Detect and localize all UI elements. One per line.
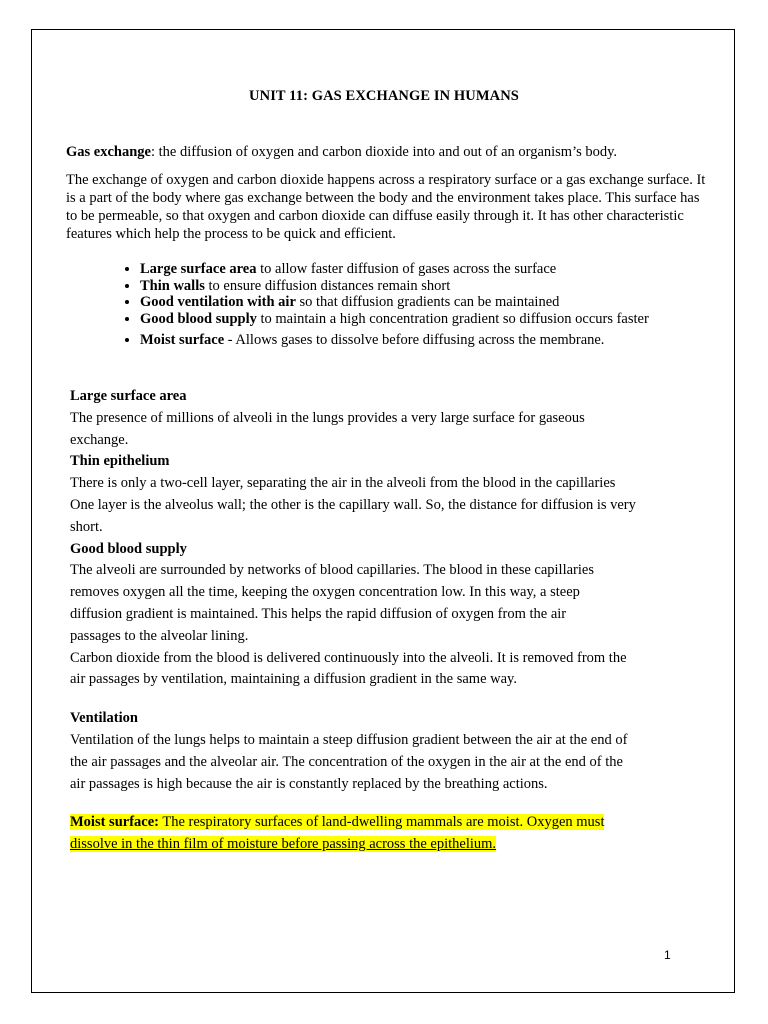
list-item-text: to allow faster diffusion of gases across the surface: [256, 261, 557, 277]
section-heading-large-surface: Large surface area: [70, 388, 187, 404]
definition-paragraph: [66, 143, 706, 161]
text-line: passages to the alveolar lining.: [70, 627, 249, 644]
section-heading-ventilation: Ventilation: [70, 710, 138, 727]
list-item-text: - Allows gases to dissolve before diffusing across the membrane.: [224, 332, 605, 348]
list-item-text: to ensure diffusion distances remain short: [204, 277, 451, 294]
text-line: diffusion gradient is maintained. This helps the rapid diffusion of oxygen from the air: [70, 605, 567, 622]
list-item: [140, 294, 686, 311]
text-line: One layer is the alveolus wall; the other is the capillary wall. So, the distance for diffusion is very: [70, 496, 636, 513]
text-line: short.: [70, 518, 103, 535]
text-line: The presence of millions of alveoli in the lungs provides a very large surface for gaseous: [70, 409, 585, 426]
text-line: There is only a two-cell layer, separating the air in the alveoli from the blood in the capillaries: [70, 475, 616, 492]
section-heading-moist-surface: Moist surface:: [70, 814, 159, 831]
spacer: [70, 691, 690, 708]
highlighted-line: [70, 812, 690, 834]
list-item-text: so that diffusion gradients can be maintained: [295, 294, 560, 310]
definition-text: : the diffusion of oxygen and carbon dioxide into and out of an organism’s body.: [150, 144, 618, 160]
list-item-term: Good ventilation with air: [140, 294, 296, 310]
feature-list: [66, 261, 686, 349]
sections-body: [70, 386, 690, 856]
highlighted-line: [70, 834, 690, 856]
text-line: air passages is high because the air is constantly replaced by the breathing actions.: [70, 775, 548, 792]
text-line: removes oxygen all the time, keeping the oxygen concentration low. In this way, a steep: [70, 584, 580, 601]
intro-paragraph: The exchange of oxygen and carbon dioxide happens across a respiratory surface or a gas exchange surface. It is a part of the body where gas exchange between the body and the environment takes place. This surface has to be permeable, so that oxygen and carbon dioxide can diffuse easily through it. It has other characteristic features which help the process to be quick and efficient.: [66, 172, 706, 242]
list-item-term: Thin walls: [140, 277, 205, 294]
section-heading-thin-epithelium: Thin epithelium: [70, 453, 170, 470]
list-item-term: Moist surface: [140, 332, 225, 348]
list-item: [140, 311, 686, 328]
text-line: air passages by ventilation, maintaining a diffusion gradient in the same way.: [70, 671, 517, 688]
highlighted-text: dissolve in the thin film of moisture before passing across the epithelium.: [70, 836, 497, 853]
text-line: exchange.: [70, 431, 129, 448]
list-item-term: Large surface area: [140, 261, 257, 277]
list-item-text: to maintain a high concentration gradient so diffusion occurs faster: [256, 310, 649, 327]
text-line: the air passages and the alveolar air. The concentration of the oxygen in the air at the end of the: [70, 753, 623, 770]
text-line: Carbon dioxide from the blood is delivered continuously into the alveoli. It is removed from the: [70, 649, 627, 666]
moist-surface-block: [70, 812, 690, 856]
definition-term: Gas exchange: [66, 144, 151, 160]
list-item: [140, 278, 686, 295]
text-line: The alveoli are surrounded by networks of blood capillaries. The blood in these capillaries: [70, 562, 594, 579]
list-item: [140, 332, 686, 349]
page-number: 1: [664, 948, 671, 962]
section-heading-blood-supply: Good blood supply: [70, 540, 187, 557]
highlighted-text: The respiratory surfaces of land-dwelling mammals are moist. Oxygen must: [158, 814, 605, 831]
list-item: [140, 261, 686, 278]
text-line: Ventilation of the lungs helps to maintain a steep diffusion gradient between the air at the end of: [70, 731, 628, 748]
list-item-term: Good blood supply: [140, 310, 257, 327]
page-title: UNIT 11: GAS EXCHANGE IN HUMANS: [249, 88, 519, 104]
